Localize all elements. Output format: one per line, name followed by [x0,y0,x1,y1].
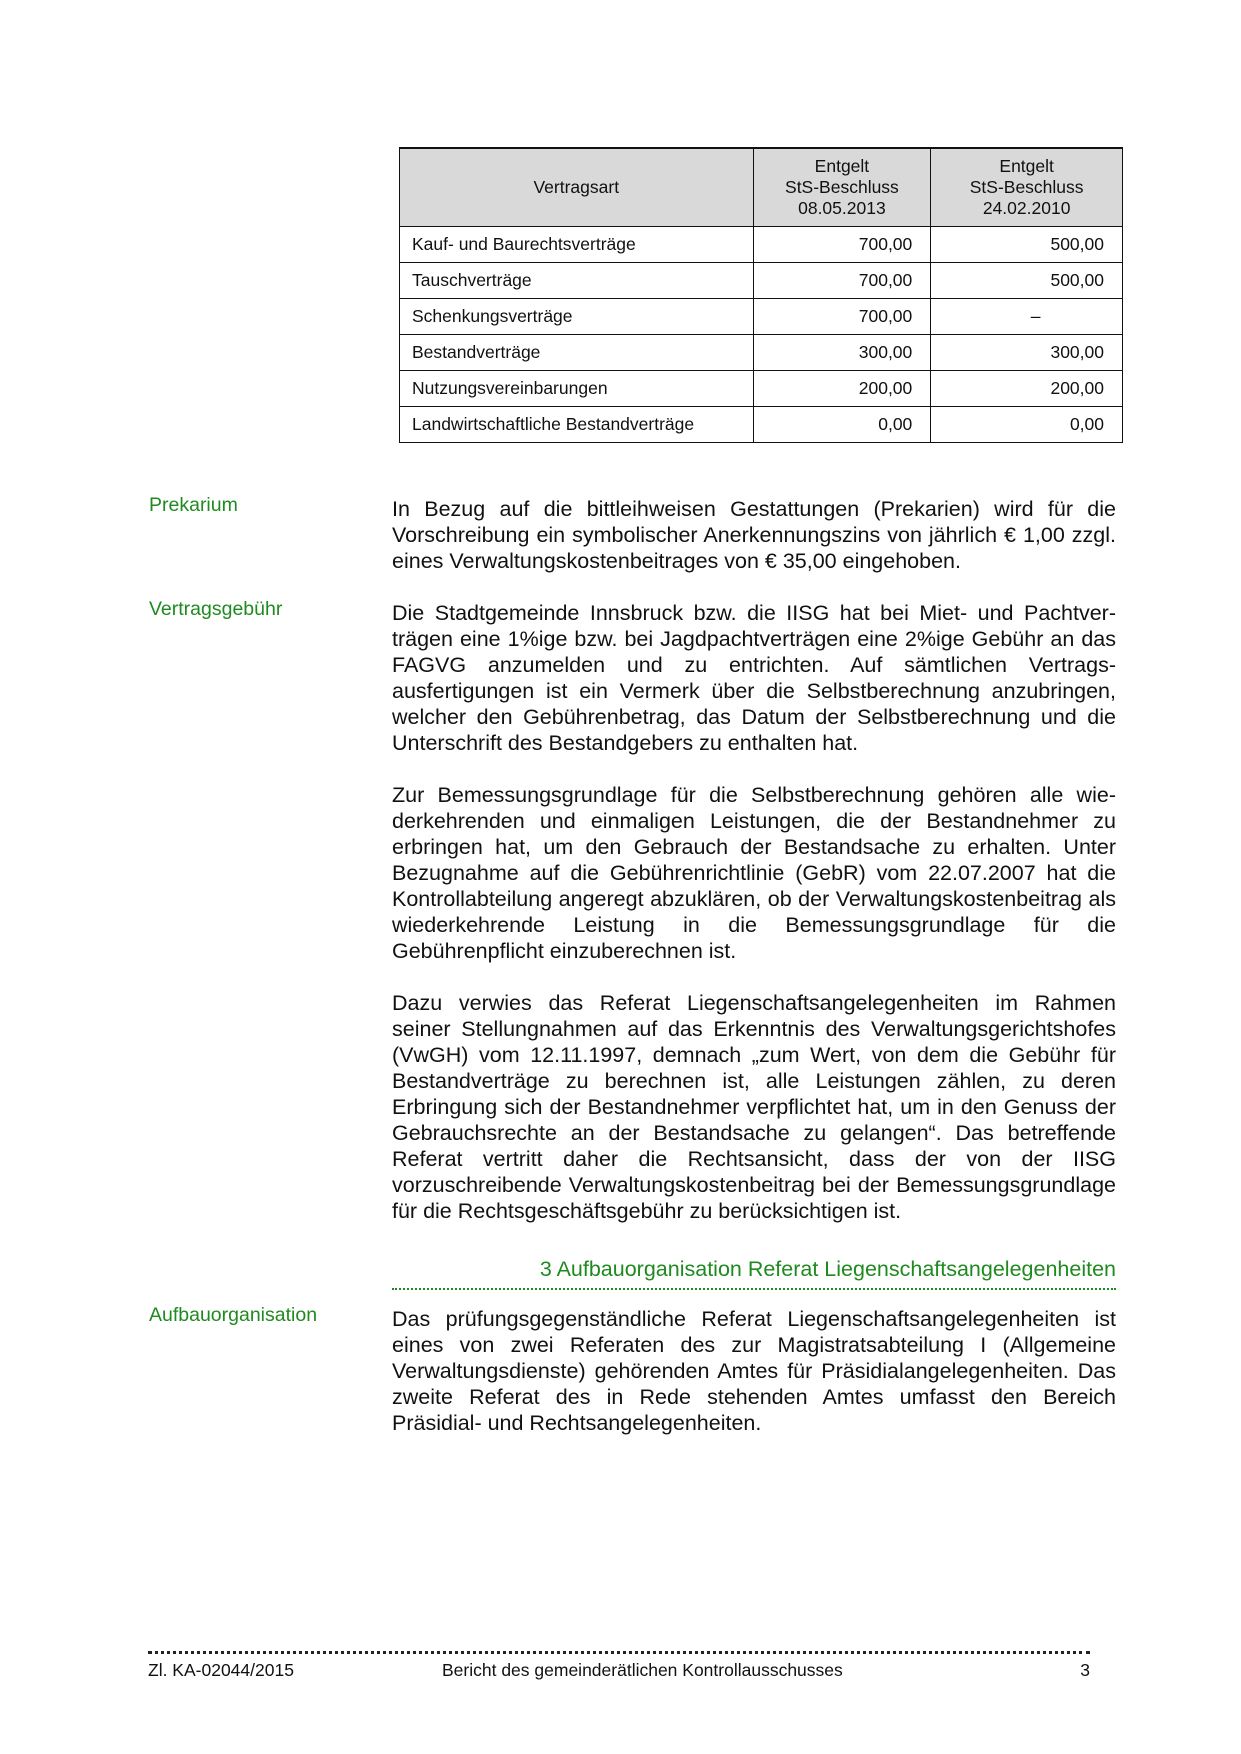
table-row [400,335,1123,371]
cell-fee-2013: 700,00 [753,299,931,335]
table-row [400,407,1123,443]
cell-fee-2010: 200,00 [931,371,1123,407]
cell-vertragsart: Landwirtschaftliche Bestandverträge [400,407,754,443]
paragraph-vertragsgebuehr-2: Zur Bemessungsgrundlage für die Selbstberechnung gehören alle wiederkehrenden und einmaligen Leistungen, die der Bestandnehmer zu erbringen hat, um den Gebrauch der Bestandsache zu erhalten. Unter Bezugnahme auf die Gebührenrichtlinie (GebR) vom 22.07.2007 hat die Kontrollabteilung angeregt abzuklären, ob der Verwaltungskostenbeitrag als wiederkehrende Leistung in die Bemessungsgrundlage für die Gebührenpflicht einzuberechnen ist. [392,783,1116,963]
margin-label-vertragsgebuehr: Vertragsgebühr [149,598,283,620]
cell-vertragsart: Tauschverträge [400,263,754,299]
table-row [400,371,1123,407]
footer-title: Bericht des gemeinderätlichen Kontrollausschusses [442,1660,843,1680]
cell-fee-2010: 500,00 [931,227,1123,263]
cell-fee-2013: 200,00 [753,371,931,407]
cell-fee-2013: 0,00 [753,407,931,443]
cell-fee-2013: 700,00 [753,227,931,263]
margin-label-aufbauorganisation: Aufbauorganisation [149,1304,318,1326]
header-entgelt-2010: Entgelt StS-Beschluss 24.02.2010 [931,148,1123,227]
cell-fee-2010: 300,00 [931,335,1123,371]
section-heading: 3 Aufbauorganisation Referat Liegenschaftsangelegenheiten [539,1257,1116,1281]
footer-reference: Zl. KA-02044/2015 [148,1660,294,1680]
table-row [400,299,1123,335]
table-row [400,227,1123,263]
paragraph-vertragsgebuehr-3: Dazu verwies das Referat Liegenschaftsangelegenheiten im Rahmen seiner Stellungnahmen auf das Erkenntnis des Verwaltungsgerichtshofes (VwGH) vom 12.11.1997, demnach „zum Wert, von dem die Gebühr für Bestandverträge zu berechnen ist, alle Leistungen zählen, zu deren Erbringung sich der Bestandnehmer verpflichtet hat, um in den Genuss der Gebrauchsrechte an der Bestandsache zu gelangen“. Das betreffende Referat vertritt daher die Rechtsansicht, dass der von der IISG vorzuschreibende Verwaltungskostenbeitrag bei der Bemessungsgrundlage für die Rechtsgeschäftsgebühr zu berücksichtigen ist. [392,991,1116,1223]
cell-fee-2010: – [931,299,1123,335]
page-number: 3 [1080,1660,1090,1680]
cell-fee-2013: 300,00 [753,335,931,371]
table-row [400,263,1123,299]
cell-fee-2010: 0,00 [931,407,1123,443]
cell-fee-2013: 700,00 [753,263,931,299]
table-header-row [400,148,1123,227]
cell-vertragsart: Kauf- und Baurechtsverträge [400,227,754,263]
paragraph-aufbauorganisation: Das prüfungsgegenständliche Referat Liegenschaftsangelegenheiten ist eines von zwei Referaten des zur Magistratsabteilung I (Allgemeine Verwaltungsdienste) gehörenden Amtes für Präsidialangelegenheiten. Das zweite Referat des in Rede stehenden Amtes umfasst den Bereich Präsidial- und Rechtsangelegenheiten. [392,1307,1116,1435]
margin-label-prekarium: Prekarium [149,494,238,516]
fee-table [399,147,1123,443]
footer-divider [148,1651,1090,1654]
section-heading-divider [392,1288,1116,1290]
cell-fee-2010: 500,00 [931,263,1123,299]
header-vertragsart: Vertragsart [400,148,754,227]
header-entgelt-2013: Entgelt StS-Beschluss 08.05.2013 [753,148,931,227]
paragraph-vertragsgebuehr-1: Die Stadtgemeinde Innsbruck bzw. die IISG hat bei Miet- und Pachtverträgen eine 1%ige bzw. bei Jagdpachtverträgen eine 2%ige Gebühr an das FAGVG anzumelden und zu entrichten. Auf sämtlichen Vertragsausfertigungen ist ein Vermerk über die Selbstberechnung anzubringen, welcher den Gebührenbetrag, das Datum der Selbstberechnung und die Unterschrift des Bestandgebers zu enthalten hat. [392,601,1116,755]
cell-vertragsart: Bestandverträge [400,335,754,371]
cell-vertragsart: Schenkungsverträge [400,299,754,335]
paragraph-prekarium: In Bezug auf die bittleihweisen Gestattungen (Prekarien) wird für die Vorschreibung ein symbolischer Anerkennungszins von jährlich € 1,00 zzgl. eines Verwaltungskostenbeitrages von € 35,00 eingehoben. [392,497,1116,573]
cell-vertragsart: Nutzungsvereinbarungen [400,371,754,407]
